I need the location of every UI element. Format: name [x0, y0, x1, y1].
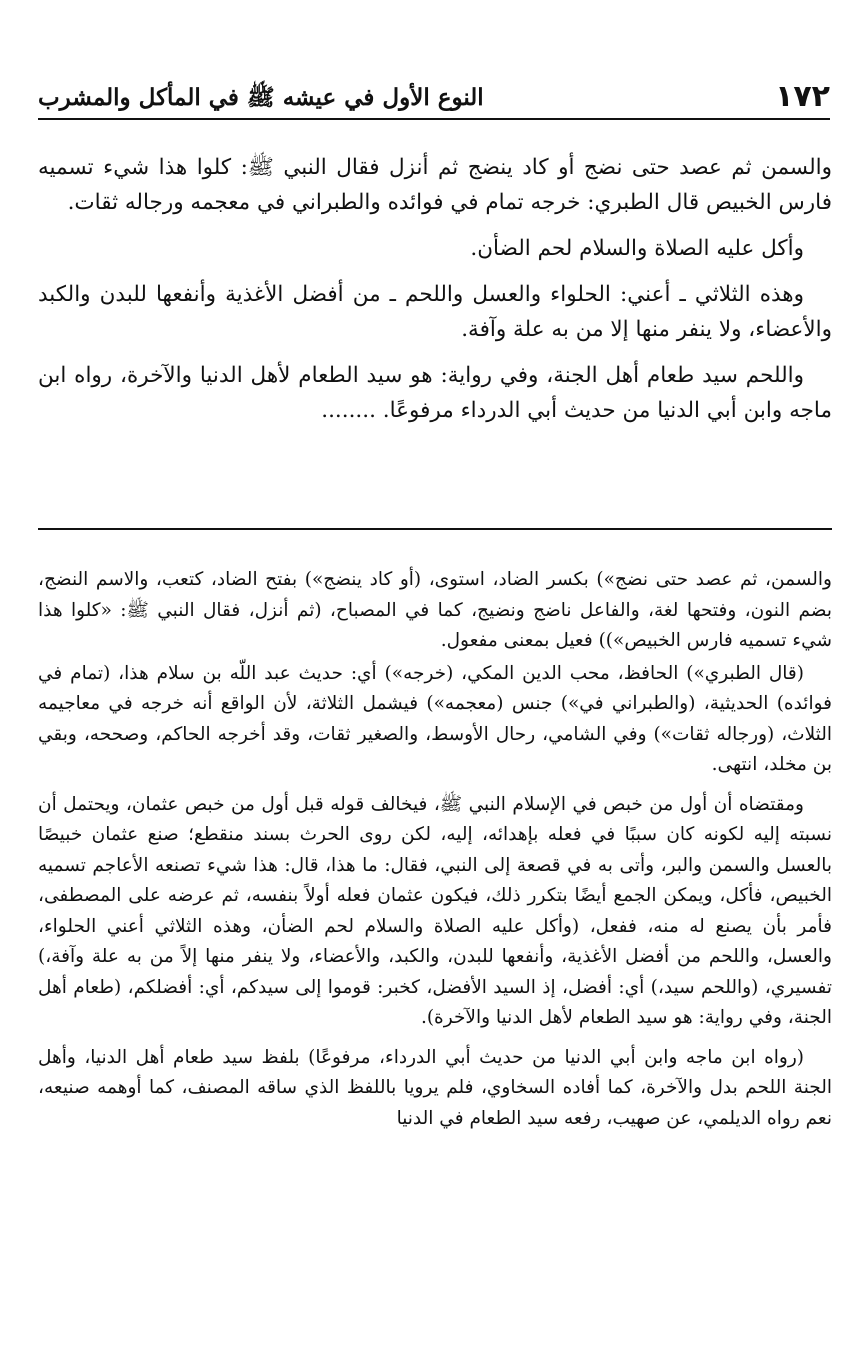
commentary-paragraph: (رواه ابن ماجه وابن أبي الدنيا من حديث أبي الدرداء، مرفوعًا) بلفظ سيد طعام أهل الدنيا، وأهل الجنة اللحم بدل والآخرة، كما أفاده السخاوي، فلم يرويا باللفظ الذي ساقه المصنف، كما أوهمه صنيعه، نعم رواه الديلمي، عن صهيب، رفعه سيد الطعام في الدنيا: [38, 1046, 832, 1129]
page-number: ١٧٢: [775, 79, 830, 114]
running-title: النوع الأول في عيشه ﷺ في المأكل والمشرب: [38, 84, 484, 111]
commentary-text: [38, 565, 832, 1143]
main-text: [38, 150, 832, 439]
commentary-paragraph: ومقتضاه أن أول من خبص في الإسلام النبي ﷺ، فيخالف قوله قبل أول من خبص عثمان، ويحتمل أن نسبته إليه لكونه كان سببًا في فعله بإهدائه، إليه، لكن روى الحرث بسند منقطع؛ صنع عثمان خبيصًا بالعسل والسمن والبر، وأتى به في قصعة إلى النبي، فقال: ما هذا، قال: هذا شيء تصنعه الأعاجم تسميه الخبيص، فأكل، ويمكن الجمع أيضًا بتكرر ذلك، فيكون عثمان فعله أولاً بنفسه، ثم عرضه على المصطفى، فأمر بأن يصنع له منه، ففعل، (وأكل عليه الصلاة والسلام لحم الضأن، وهذه الثلاثي أعني الحلواء، والعسل، واللحم من أفضل الأغذية، وأنفعها للبدن، والكبد، والأعضاء، ولا ينفر منها إلاً من به علة وآفة،) تفسيري، (واللحم سيد،) أي: أفضل، إذ السيد الأفضل، كخبر: قوموا إلى سيدكم، أي: أفضلكم، (طعام أهل الجنة، وفي رواية: هو سيد الطعام لأهل الدنيا والآخرة).: [38, 793, 832, 1028]
section-divider: [38, 528, 832, 530]
commentary-paragraph: والسمن، ثم عصد حتى نضج») بكسر الضاد، استوى، (أو كاد ينضج») بفتح الضاد، كتعب، والاسم النضج، بضم النون، وفتحها لغة، والفاعل ناضج ونضيج، كما في المصباح، (ثم أنزل، فقال النبي ﷺ: «كلوا هذا شيء تسميه فارس الخبيص»)) فعيل بمعنى مفعول.: [38, 569, 832, 651]
main-paragraph: وأكل عليه الصلاة والسلام لحم الضأن.: [470, 236, 804, 261]
main-paragraph: وهذه الثلاثي ـ أعني: الحلواء والعسل واللحم ـ من أفضل الأغذية وأنفعها للبدن والكبد والأعضاء، ولا ينفر منها إلا من به علة وآفة.: [38, 282, 832, 342]
running-header: [38, 78, 830, 120]
main-paragraph: والسمن ثم عصد حتى نضج أو كاد ينضج ثم أنزل فقال النبي ﷺ: كلوا هذا شيء تسميه فارس الخبيص قال الطبري: خرجه تمام في فوائده والطبراني في معجمه ورجاله ثقات.: [38, 155, 832, 215]
main-paragraph: واللحم سيد طعام أهل الجنة، وفي رواية: هو سيد الطعام لأهل الدنيا والآخرة، رواه ابن ماجه وابن أبي الدنيا من حديث أبي الدرداء مرفوعًا. ........: [38, 363, 832, 423]
commentary-paragraph: (قال الطبري») الحافظ، محب الدين المكي، (خرجه») أي: حديث عبد اللّه بن سلام هذا، (تمام في فوائده) الحديثية، (والطبراني في») جنس (معجمه») فيشمل الثلاثة، لأن الواقع أنه خرجه في معاجيمه الثلاث، (ورجاله ثقات») وفي الشامي، رحال الأوسط، والصغير ثقات، وقد أخرجه الحاكم، وصححه، وبقي بن مخلد، انتهى.: [38, 662, 832, 775]
